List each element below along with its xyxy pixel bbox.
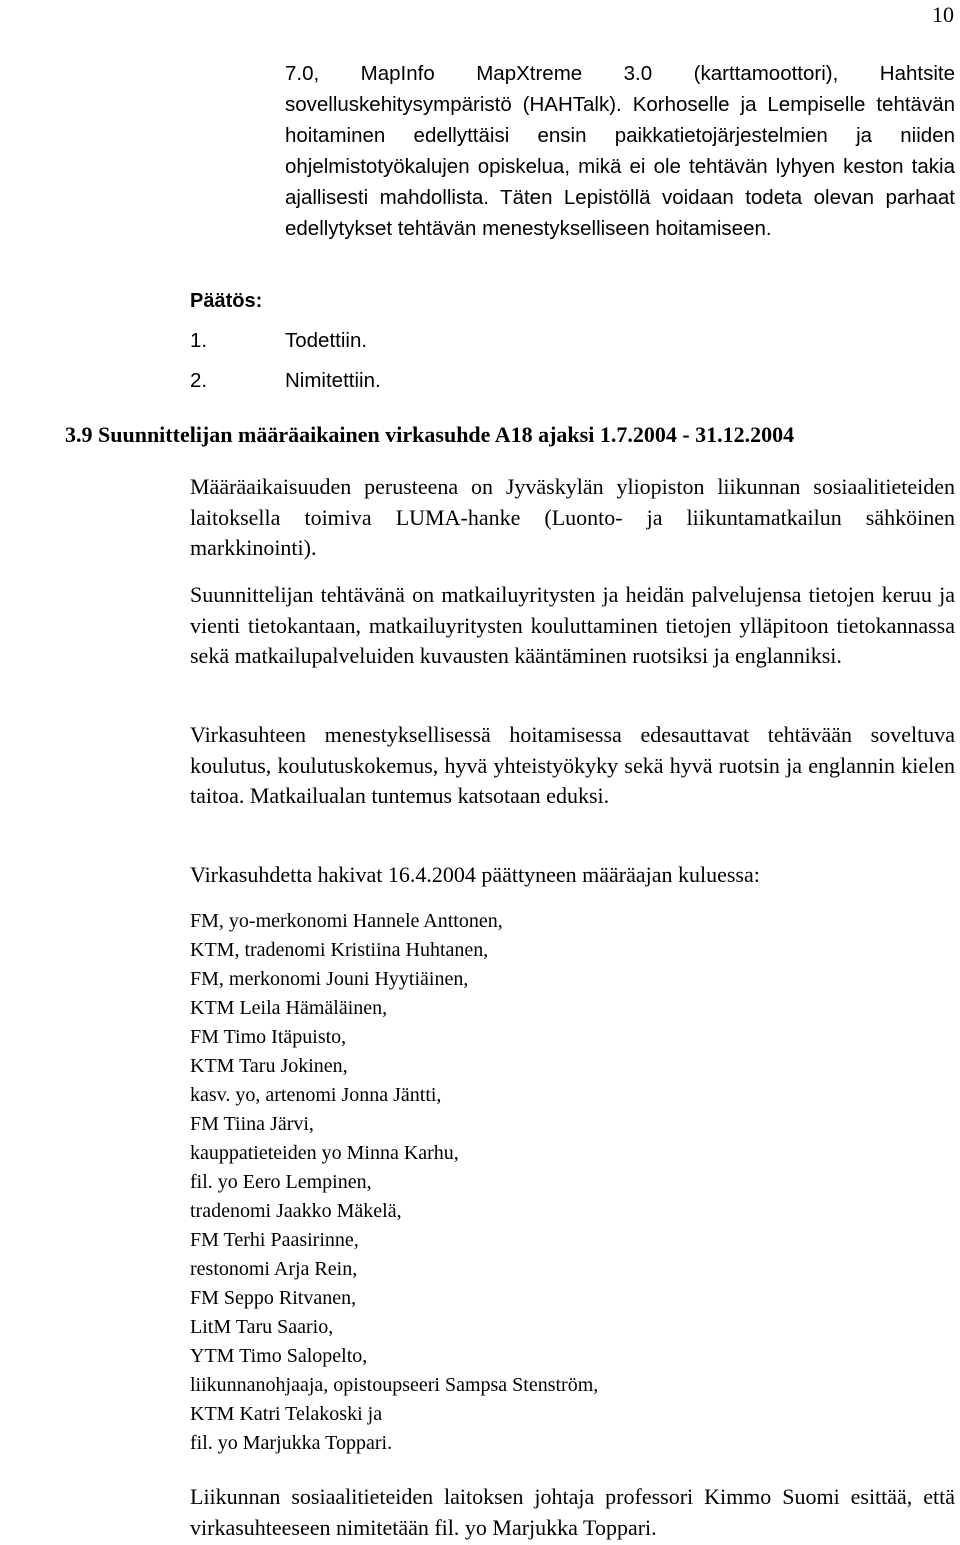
intro-paragraph: 7.0, MapInfo MapXtreme 3.0 (karttamoottori), Hahtsite sovelluskehitysympäristö (HAHTalk). Korhoselle ja Lempiselle tehtävän hoitaminen edellyttäisi ensin paikkatietojärjestelmien ja niiden ohjelmistotyökalujen opiskelua, mikä ei ole tehtävän lyhyen keston takia ajallisesti mahdollista. Täten Lepistöllä voidaan todeta olevan parhaat edellytykset tehtävän menestykselliseen hoitamiseen. <box>285 62 955 240</box>
list-item: KTM Leila Hämäläinen, <box>190 997 388 1019</box>
list-item: LitM Taru Saario, <box>190 1316 334 1338</box>
list-item: FM, yo-merkonomi Hannele Anttonen, <box>190 910 503 932</box>
list-item: FM Terhi Paasirinne, <box>190 1229 359 1251</box>
closing-paragraph: Liikunnan sosiaalitieteiden laitoksen johtaja professori Kimmo Suomi esittää, että virkasuhteeseen nimitetään fil. yo Marjukka Toppari. <box>190 1484 955 1540</box>
decision-item-text: Nimitettiin. <box>285 369 381 392</box>
applicant-list <box>190 907 598 1458</box>
list-item: fil. yo Eero Lempinen, <box>190 1171 372 1193</box>
list-item: restonomi Arja Rein, <box>190 1258 358 1280</box>
section-paragraph-4: Virkasuhdetta hakivat 16.4.2004 päättyneen määräajan kuluessa: <box>190 862 760 887</box>
list-item: KTM Taru Jokinen, <box>190 1055 348 1077</box>
section-paragraph-1: Määräaikaisuuden perusteena on Jyväskylän yliopiston liikunnan sosiaalitieteiden laitoksella toimiva LUMA-hanke (Luonto- ja liikuntamatkailun sähköinen markkinointi). <box>190 474 955 560</box>
decision-item-2 <box>190 366 381 396</box>
decision-item-number: 2. <box>190 369 208 392</box>
decision-item-1 <box>190 326 367 356</box>
section-heading: 3.9 Suunnittelijan määräaikainen virkasuhde A18 ajaksi 1.7.2004 - 31.12.2004 <box>65 422 795 447</box>
list-item: KTM, tradenomi Kristiina Huhtanen, <box>190 939 489 961</box>
page-number: 10 <box>932 2 954 27</box>
list-item: FM Seppo Ritvanen, <box>190 1287 357 1309</box>
section-paragraph-2: Suunnittelijan tehtävänä on matkailuyritysten ja heidän palvelujensa tietojen keruu ja vienti tietokantaan, matkailuyritysten kouluttaminen tietojen ylläpitoon tietokannassa sekä matkailupalveluiden kuvausten kääntäminen ruotsiksi ja englanniksi. <box>190 582 955 668</box>
decision-item-number: 1. <box>190 329 208 352</box>
list-item: kauppatieteiden yo Minna Karhu, <box>190 1142 459 1164</box>
list-item: liikunnanohjaaja, opistoupseeri Sampsa Stenström, <box>190 1374 599 1396</box>
list-item: FM Timo Itäpuisto, <box>190 1026 347 1048</box>
list-item: YTM Timo Salopelto, <box>190 1345 368 1367</box>
list-item: FM, merkonomi Jouni Hyytiäinen, <box>190 968 469 990</box>
list-item: KTM Katri Telakoski ja <box>190 1403 383 1425</box>
decision-label: Päätös: <box>190 290 263 312</box>
decision-item-text: Todettiin. <box>285 329 368 352</box>
section-paragraph-3: Virkasuhteen menestyksellisessä hoitamisessa edesauttavat tehtävään soveltuva koulutus, koulutuskokemus, hyvä yhteistyökyky sekä hyvä ruotsin ja englannin kielen taitoa. Matkailualan tuntemus katsotaan eduksi. <box>190 722 955 808</box>
list-item: tradenomi Jaakko Mäkelä, <box>190 1200 402 1222</box>
list-item: FM Tiina Järvi, <box>190 1113 314 1135</box>
list-item: kasv. yo, artenomi Jonna Jäntti, <box>190 1084 442 1106</box>
list-item: fil. yo Marjukka Toppari. <box>190 1432 393 1454</box>
